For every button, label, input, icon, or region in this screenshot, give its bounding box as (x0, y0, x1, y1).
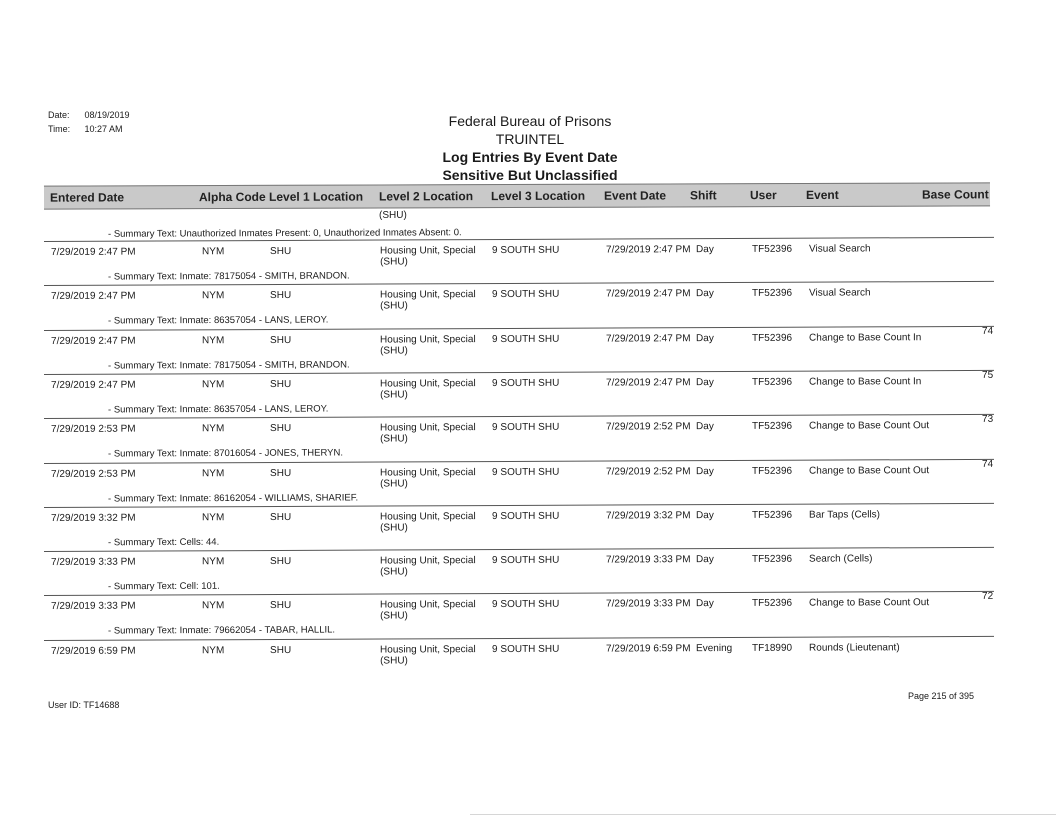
entered-date-cell: 7/29/2019 2:47 PM (51, 290, 136, 302)
table-row (44, 237, 994, 275)
event-date-cell: 7/29/2019 2:47 PM (606, 333, 691, 345)
level1-location-cell: SHU (270, 511, 292, 524)
alpha-code-cell: NYM (202, 512, 225, 524)
event-cell: Rounds (Lieutenant) (809, 642, 900, 654)
level1-location-cell: SHU (270, 245, 292, 258)
table-row (44, 281, 994, 319)
alpha-code-cell: NYM (202, 423, 225, 435)
user-cell: TF52396 (752, 553, 793, 565)
event-date-cell: 7/29/2019 3:32 PM (606, 510, 691, 522)
event-date-cell: 7/29/2019 2:47 PM (606, 288, 691, 300)
level2-location-cell: Housing Unit, Special (SHU) (380, 245, 476, 268)
summary-text: - Summary Text: Inmate: 86357054 - LANS, LEROY. (107, 314, 329, 327)
event-date-cell: 7/29/2019 2:47 PM (606, 377, 691, 389)
alpha-code-cell: NYM (202, 335, 225, 347)
report-time (48, 122, 123, 136)
event-date-cell: 7/29/2019 3:33 PM (606, 554, 691, 566)
level1-location-cell: SHU (270, 378, 292, 391)
event-date-cell: 7/29/2019 3:33 PM (606, 598, 691, 610)
level1-location-cell: SHU (270, 422, 292, 435)
footer-user-id (48, 700, 119, 710)
level2-location-cell: Housing Unit, Special (SHU) (380, 644, 476, 667)
event-cell: Change to Base Count In (809, 332, 922, 344)
scan-artifact-line (470, 814, 1056, 815)
level2-location-cell: Housing Unit, Special (SHU) (380, 334, 476, 357)
event-cell: Change to Base Count Out (809, 420, 930, 432)
user-cell: TF52396 (752, 465, 793, 477)
level2-location-cell: Housing Unit, Special (SHU) (380, 599, 476, 622)
shift-cell: Day (696, 466, 714, 478)
summary-text: - Summary Text: Inmate: 86357054 - LANS, LEROY. (107, 403, 329, 416)
time-label: Time: (48, 124, 71, 134)
entered-date-cell: 7/29/2019 2:53 PM (51, 468, 136, 480)
level3-location-cell: 9 SOUTH SHU (492, 554, 560, 567)
entered-date-cell: 7/29/2019 2:47 PM (51, 335, 136, 347)
shift-cell: Evening (696, 642, 733, 655)
level2-location-cell: Housing Unit, Special (SHU) (380, 467, 476, 490)
level3-location-cell: 9 SOUTH SHU (492, 377, 560, 390)
user-cell: TF52396 (752, 243, 793, 255)
event-cell: Bar Taps (Cells) (809, 509, 881, 521)
summary-text: - Summary Text: Inmate: 78175054 - SMITH, BRANDON. (107, 270, 350, 283)
level2-location-cell: Housing Unit, Special (SHU) (380, 555, 476, 578)
base-count-cell: 73 (981, 413, 994, 425)
user-cell: TF52396 (752, 420, 793, 432)
table-row (44, 370, 994, 408)
row-divider (44, 459, 994, 464)
report-date (48, 108, 130, 122)
carryover-level2: (SHU) (379, 210, 407, 221)
table-row (44, 503, 994, 541)
level2-location-cell: Housing Unit, Special (SHU) (380, 511, 476, 534)
row-divider (44, 326, 994, 331)
level3-location-cell: 9 SOUTH SHU (492, 598, 560, 611)
table-header (44, 182, 990, 209)
col-alpha-code: Alpha Code (198, 189, 266, 205)
event-cell: Visual Search (809, 243, 871, 255)
event-cell: Search (Cells) (809, 553, 873, 565)
col-event: Event (805, 187, 839, 202)
table-row (44, 414, 994, 452)
col-level2-location: Level 2 Location (378, 189, 474, 204)
base-count-cell: 75 (981, 369, 994, 381)
shift-cell: Day (696, 333, 714, 345)
title-classification: Sensitive But Unclassified (442, 167, 618, 183)
alpha-code-cell: NYM (202, 600, 225, 612)
level3-location-cell: 9 SOUTH SHU (492, 244, 560, 257)
alpha-code-cell: NYM (202, 379, 225, 391)
col-event-date: Event Date (603, 188, 667, 203)
level2-location-cell: Housing Unit, Special (SHU) (380, 422, 476, 445)
alpha-code-cell: NYM (202, 556, 225, 568)
title-agency: Federal Bureau of Prisons (448, 113, 612, 129)
table-row (44, 547, 994, 585)
col-shift: Shift (689, 188, 717, 203)
event-date-cell: 7/29/2019 2:52 PM (606, 466, 691, 478)
level2-location-cell: Housing Unit, Special (SHU) (380, 289, 476, 312)
user-cell: TF18990 (752, 642, 793, 654)
base-count-cell: 72 (981, 590, 994, 602)
user-id-value: TF14688 (83, 700, 120, 710)
alpha-code-cell: NYM (202, 468, 225, 480)
row-divider (44, 636, 994, 641)
page-number: Page 215 of 395 (908, 691, 975, 701)
summary-text: - Summary Text: Cell: 101. (107, 580, 220, 593)
col-user: User (749, 188, 777, 203)
level1-location-cell: SHU (270, 599, 292, 612)
col-level1-location: Level 1 Location (268, 189, 364, 204)
user-id-label: User ID: (48, 700, 82, 710)
summary-text: - Summary Text: Inmate: 86162054 - WILLIAMS, SHARIEF. (107, 492, 359, 505)
event-cell: Change to Base Count Out (809, 465, 930, 477)
table-row (44, 326, 994, 364)
level3-location-cell: 9 SOUTH SHU (492, 510, 560, 523)
alpha-code-cell: NYM (202, 645, 225, 657)
summary-text: - Summary Text: Inmate: 78175054 - SMITH, BRANDON. (107, 359, 350, 372)
table-row (44, 636, 994, 674)
date-label: Date: (48, 110, 70, 120)
event-date-cell: 7/29/2019 6:59 PM (606, 643, 691, 655)
user-cell: TF52396 (752, 509, 793, 521)
col-level3-location: Level 3 Location (490, 188, 586, 204)
base-count-cell: 74 (981, 458, 994, 470)
table-row (44, 459, 994, 497)
shift-cell: Day (696, 598, 714, 610)
entered-date-cell: 7/29/2019 6:59 PM (51, 645, 136, 657)
user-cell: TF52396 (752, 287, 793, 299)
summary-text: - Summary Text: Cells: 44. (107, 536, 220, 549)
event-cell: Visual Search (809, 287, 871, 299)
entered-date-cell: 7/29/2019 3:33 PM (51, 600, 136, 612)
table-row (44, 591, 994, 629)
level3-location-cell: 9 SOUTH SHU (492, 421, 560, 434)
level3-location-cell: 9 SOUTH SHU (492, 288, 560, 301)
level3-location-cell: 9 SOUTH SHU (492, 333, 560, 346)
event-date-cell: 7/29/2019 2:47 PM (606, 244, 691, 256)
shift-cell: Day (696, 244, 714, 256)
level1-location-cell: SHU (270, 555, 292, 568)
level2-location-cell: Housing Unit, Special (SHU) (380, 378, 476, 401)
entered-date-cell: 7/29/2019 3:33 PM (51, 556, 136, 568)
event-cell: Change to Base Count Out (809, 597, 930, 609)
title-system: TRUINTEL (495, 131, 565, 147)
shift-cell: Day (696, 377, 714, 389)
col-entered-date: Entered Date (49, 190, 125, 205)
alpha-code-cell: NYM (202, 290, 225, 302)
report-title (380, 112, 680, 184)
user-cell: TF52396 (752, 332, 793, 344)
level3-location-cell: 9 SOUTH SHU (492, 466, 560, 479)
level1-location-cell: SHU (270, 644, 292, 657)
user-cell: TF52396 (752, 597, 793, 609)
level1-location-cell: SHU (270, 334, 292, 347)
summary-text: - Summary Text: Inmate: 87016054 - JONES, THERYN. (107, 447, 343, 460)
base-count-cell: 74 (981, 325, 994, 337)
entered-date-cell: 7/29/2019 3:32 PM (51, 512, 136, 524)
event-date-cell: 7/29/2019 2:52 PM (606, 421, 691, 433)
level3-location-cell: 9 SOUTH SHU (492, 643, 560, 656)
summary-text: - Summary Text: Unauthorized Inmates Present: 0, Unauthorized Inmates Absent: 0. (107, 227, 462, 240)
shift-cell: Day (696, 510, 714, 522)
date-value: 08/19/2019 (84, 110, 130, 120)
alpha-code-cell: NYM (202, 246, 225, 258)
title-report-name: Log Entries By Event Date (442, 149, 618, 165)
level1-location-cell: SHU (270, 467, 292, 480)
user-cell: TF52396 (752, 376, 793, 388)
entered-date-cell: 7/29/2019 2:53 PM (51, 423, 136, 435)
col-base-count: Base Count (921, 187, 989, 202)
entered-date-cell: 7/29/2019 2:47 PM (51, 379, 136, 391)
entered-date-cell: 7/29/2019 2:47 PM (51, 246, 136, 258)
shift-cell: Day (696, 421, 714, 433)
time-value: 10:27 AM (84, 124, 123, 134)
shift-cell: Day (696, 554, 714, 566)
shift-cell: Day (696, 288, 714, 300)
event-cell: Change to Base Count In (809, 376, 922, 388)
summary-text: - Summary Text: Inmate: 79662054 - TABAR, HALLIL. (107, 624, 336, 637)
level1-location-cell: SHU (270, 289, 292, 302)
